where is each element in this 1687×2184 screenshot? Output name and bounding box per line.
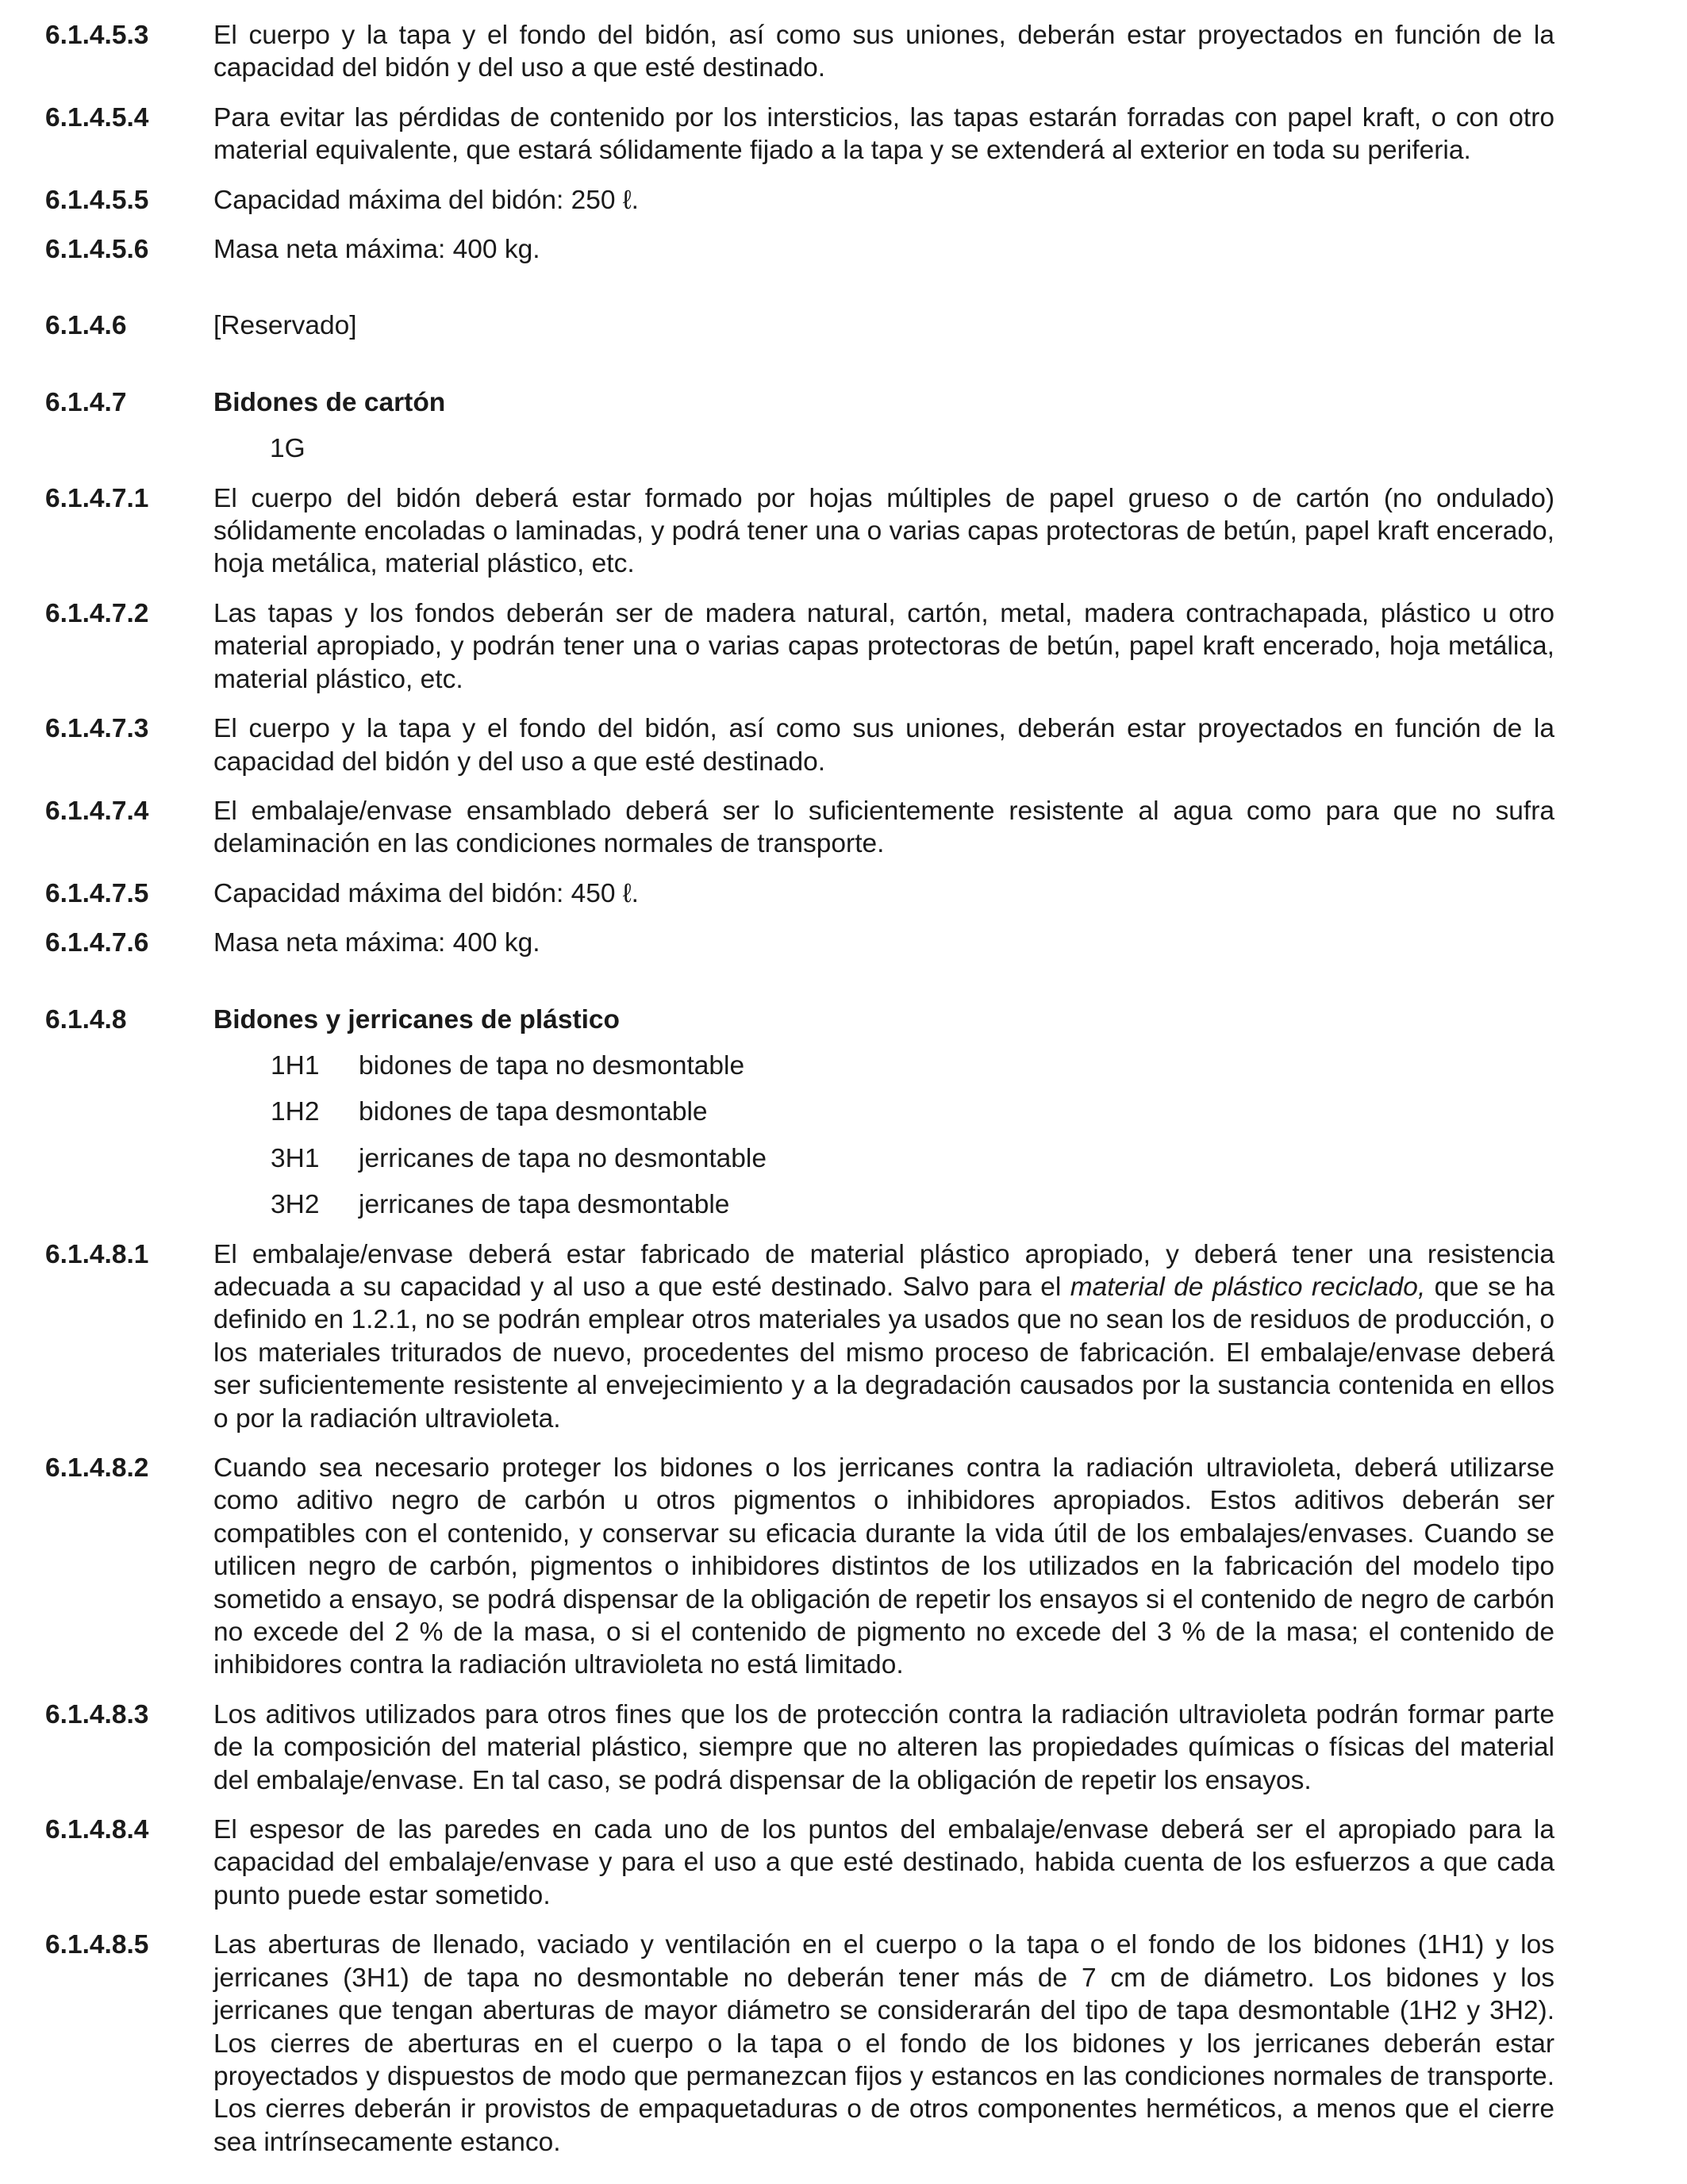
packaging-description: bidones de tapa no desmontable <box>359 1050 745 1080</box>
defined-term: material de plástico reciclado, <box>1070 1272 1426 1302</box>
paragraph-text: Las aberturas de llenado, vaciado y ventilación en el cuerpo o la tapa o el fondo de los bidones (1H1) y los jerricanes (3H1) de tapa no desmontable no deberán tener más de 7 cm de diámetro. Los bidones y los jerricanes que tengan aberturas de mayor diámetro se considerarán del tipo de tapa desmontable (1H2 y 3H2). Los cierres de aberturas en el cuerpo o la tapa o el fondo de los bidones y los jerricanes deberán estar proyectados y dispuestos de modo que permanezcan fijos y estancos en las condiciones normales de transporte. Los cierres deberán ir provistos de empaquetaduras o de otros componentes herméticos, a menos que el cierre sea intrínsecamente estanco. <box>213 1930 1554 2157</box>
paragraph-number: 6.1.4.6 <box>45 311 127 341</box>
paragraph-text: Capacidad máxima del bidón: 450 ℓ. <box>213 878 639 908</box>
paragraph-6-1-4-8-2 <box>45 1452 1554 1682</box>
paragraph-text: El espesor de las paredes en cada uno de los puntos del embalaje/envase deberá ser el apropiado para la capacidad del embalaje/envase y para el uso a que esté destinado, habida cuenta de los esfuerzos a que cada punto puede estar sometido. <box>213 1815 1554 1910</box>
paragraph-6-1-4-7-5 <box>45 877 1554 910</box>
paragraph-text-part: que se ha definido en 1.2.1, no se podrán emplear otros materiales ya usados que no sean los de residuos de producción, o los materiales triturados de nuevo, procedentes del mismo proceso de fabricación. El embalaje/envase deberá ser suficientemente resistente al envejecimiento y a la degradación causados por la sustancia contenida en ellos o por la radiación ultravioleta. <box>213 1272 1554 1434</box>
paragraph-6-1-4-8-3 <box>45 1698 1554 1797</box>
paragraph-6-1-4-8-1 <box>45 1238 1554 1435</box>
paragraph-number: 6.1.4.7.2 <box>45 598 149 628</box>
packaging-description: jerricanes de tapa no desmontable <box>359 1143 767 1173</box>
packaging-description: bidones de tapa desmontable <box>359 1097 708 1127</box>
paragraph-text: El embalaje/envase ensamblado deberá ser lo suficientemente resistente al agua como para que no sufra delaminación en las condiciones normales de transporte. <box>213 796 1554 859</box>
paragraph-6-1-4-5-6 <box>45 233 1554 266</box>
section-number: 6.1.4.7 <box>45 387 127 417</box>
paragraph-text: Capacidad máxima del bidón: 250 ℓ. <box>213 185 639 215</box>
packaging-code: 3H1 <box>271 1143 320 1173</box>
paragraph-6-1-4-7-6 <box>45 927 1554 959</box>
packaging-code-item <box>45 1050 1554 1082</box>
paragraph-text: Las tapas y los fondos deberán ser de madera natural, cartón, metal, madera contrachapada, plástico u otro material apropiado, y podrán tener una o varias capas protectoras de betún, papel kraft encerado, hoja metálica, material plástico, etc. <box>213 598 1554 694</box>
packaging-code-item <box>45 1188 1554 1221</box>
paragraph-number: 6.1.4.8.1 <box>45 1239 149 1269</box>
paragraph-text: Los aditivos utilizados para otros fines que los de protección contra la radiación ultravioleta podrán formar parte de la composición del material plástico, siempre que no alteren las propiedades químicas o físicas del material del embalaje/envase. En tal caso, se podrá dispensar de la obligación de repetir los ensayos. <box>213 1699 1554 1795</box>
paragraph-6-1-4-5-5 <box>45 184 1554 217</box>
packaging-code: 1H1 <box>271 1050 320 1080</box>
paragraph-6-1-4-7-2 <box>45 597 1554 696</box>
section-title: Bidones y jerricanes de plástico <box>213 1004 621 1034</box>
paragraph-number: 6.1.4.5.5 <box>45 185 149 215</box>
paragraph-number: 6.1.4.8.4 <box>45 1815 149 1845</box>
section-heading-6-1-4-7 <box>45 386 1554 419</box>
packaging-code-item <box>45 1096 1554 1128</box>
paragraph-6-1-4-7-3 <box>45 712 1554 778</box>
paragraph-number: 6.1.4.8.2 <box>45 1453 149 1483</box>
packaging-code-row <box>45 432 1554 465</box>
paragraph-text: El cuerpo y la tapa y el fondo del bidón, así como sus uniones, deberán estar proyectados en función de la capacidad del bidón y del uso a que esté destinado. <box>213 714 1554 777</box>
paragraph-6-1-4-5-3 <box>45 19 1554 85</box>
paragraph-text: Para evitar las pérdidas de contenido por los intersticios, las tapas estarán forradas con papel kraft, o con otro material equivalente, que estará sólidamente fijado a la tapa y se extenderá al exterior en toda su periferia. <box>213 102 1554 166</box>
packaging-code: 3H2 <box>271 1190 320 1220</box>
paragraph-number: 6.1.4.7.6 <box>45 928 149 958</box>
paragraph-text: Cuando sea necesario proteger los bidones o los jerricanes contra la radiación ultravioleta, deberá utilizarse como aditivo negro de carbón u otros pigmentos o inhibidores apropiados. Estos aditivos deberán ser compatibles con el contenido, y conservar su eficacia durante la vida útil de los embalajes/envases. Cuando se utilicen negro de carbón, pigmentos o inhibidores distintos de los utilizados en la fabricación del modelo tipo sometido a ensayo, se podrá dispensar de la obligación de repetir los ensayos si el contenido de negro de carbón no excede del 2 % de la masa, o si el contenido de pigmento no excede del 3 % de la masa; el contenido de inhibidores contra la radiación ultravioleta no está limitado. <box>213 1453 1554 1680</box>
document-page <box>45 19 1554 2159</box>
paragraph-number: 6.1.4.7.1 <box>45 483 149 513</box>
paragraph-6-1-4-7-1 <box>45 482 1554 581</box>
section-title: Bidones de cartón <box>213 387 446 417</box>
section-number: 6.1.4.8 <box>45 1004 127 1034</box>
paragraph-6-1-4-8-5 <box>45 1929 1554 2159</box>
paragraph-text: [Reservado] <box>213 311 357 341</box>
packaging-code: 1G <box>270 434 306 464</box>
paragraph-number: 6.1.4.8.5 <box>45 1930 149 1960</box>
paragraph-number: 6.1.4.5.4 <box>45 102 149 132</box>
packaging-description: jerricanes de tapa desmontable <box>359 1190 730 1220</box>
paragraph-text: Masa neta máxima: 400 kg. <box>213 928 540 958</box>
paragraph-text: El cuerpo y la tapa y el fondo del bidón, así como sus uniones, deberán estar proyectados en función de la capacidad del bidón y del uso a que esté destinado. <box>213 21 1554 83</box>
paragraph-number: 6.1.4.8.3 <box>45 1699 149 1729</box>
paragraph-number: 6.1.4.7.4 <box>45 796 149 826</box>
packaging-code-item <box>45 1142 1554 1175</box>
paragraph-text <box>213 1238 1554 1435</box>
paragraph-text: Masa neta máxima: 400 kg. <box>213 235 540 265</box>
paragraph-6-1-4-8-4 <box>45 1814 1554 1912</box>
packaging-code: 1H2 <box>271 1097 320 1127</box>
section-heading-6-1-4-8 <box>45 1004 1554 1036</box>
paragraph-text-part: El embalaje/envase deberá estar fabricado de material plástico apropiado, y deberá tener una resistencia adecuada a su capacidad y al uso a que esté destinado. Salvo para el <box>213 1239 1554 1302</box>
paragraph-number: 6.1.4.7.5 <box>45 878 149 908</box>
paragraph-number: 6.1.4.5.6 <box>45 235 149 265</box>
paragraph-number: 6.1.4.7.3 <box>45 714 149 744</box>
paragraph-6-1-4-5-4 <box>45 102 1554 167</box>
paragraph-text: El cuerpo del bidón deberá estar formado por hojas múltiples de papel grueso o de cartón (no ondulado) sólidamente encoladas o laminadas, y podrá tener una o varias capas protectoras de betún, papel kraft encerado, hoja metálica, material plástico, etc. <box>213 483 1554 579</box>
paragraph-number: 6.1.4.5.3 <box>45 21 149 50</box>
paragraph-6-1-4-7-4 <box>45 795 1554 861</box>
paragraph-6-1-4-6 <box>45 309 1554 342</box>
